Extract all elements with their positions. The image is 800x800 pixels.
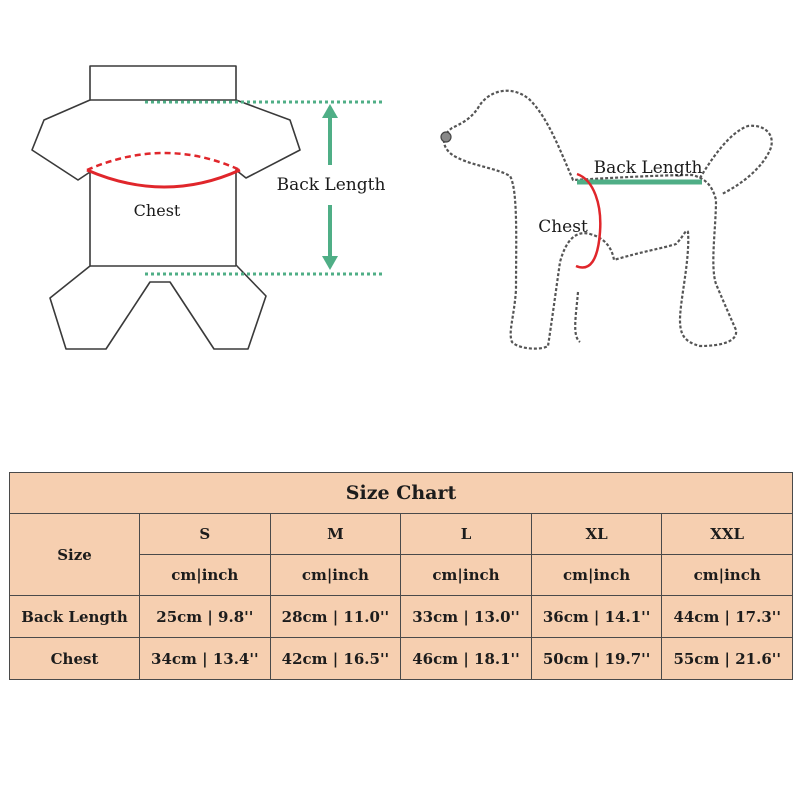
row-label-chest: Chest	[10, 638, 140, 680]
size-header-row	[10, 514, 793, 555]
dog-chest-label: Chest	[538, 217, 588, 237]
unit-cell: cm|inch	[531, 555, 662, 596]
table-cell: 28cm | 11.0''	[270, 596, 401, 638]
table-cell: 36cm | 14.1''	[531, 596, 662, 638]
unit-cell: cm|inch	[401, 555, 532, 596]
dog-nose	[441, 132, 451, 142]
size-cell-l: L	[401, 514, 532, 555]
row-label-back-length: Back Length	[10, 596, 140, 638]
unit-cell: cm|inch	[662, 555, 793, 596]
table-cell: 25cm | 9.8''	[140, 596, 271, 638]
dog-outline	[444, 91, 772, 349]
size-cell-xl: XL	[531, 514, 662, 555]
table-cell: 42cm | 16.5''	[270, 638, 401, 680]
unit-cell: cm|inch	[140, 555, 271, 596]
size-chart-title: Size Chart	[10, 473, 793, 514]
table-cell: 55cm | 21.6''	[662, 638, 793, 680]
table-cell: 50cm | 19.7''	[531, 638, 662, 680]
dog-back-length-label: Back Length	[593, 158, 703, 178]
size-cell-s: S	[140, 514, 271, 555]
table-cell: 46cm | 18.1''	[401, 638, 532, 680]
table-cell: 44cm | 17.3''	[662, 596, 793, 638]
size-header-cell: Size	[10, 514, 140, 596]
size-cell-m: M	[270, 514, 401, 555]
shirt-back-length-label: Back Length	[276, 175, 386, 195]
table-cell: 34cm | 13.4''	[140, 638, 271, 680]
back-length-row	[10, 596, 793, 638]
chest-row	[10, 638, 793, 680]
unit-cell: cm|inch	[270, 555, 401, 596]
shirt-chest-label: Chest	[133, 201, 181, 220]
table-cell: 33cm | 13.0''	[401, 596, 532, 638]
size-chart-table	[9, 472, 793, 680]
size-cell-xxl: XXL	[662, 514, 793, 555]
